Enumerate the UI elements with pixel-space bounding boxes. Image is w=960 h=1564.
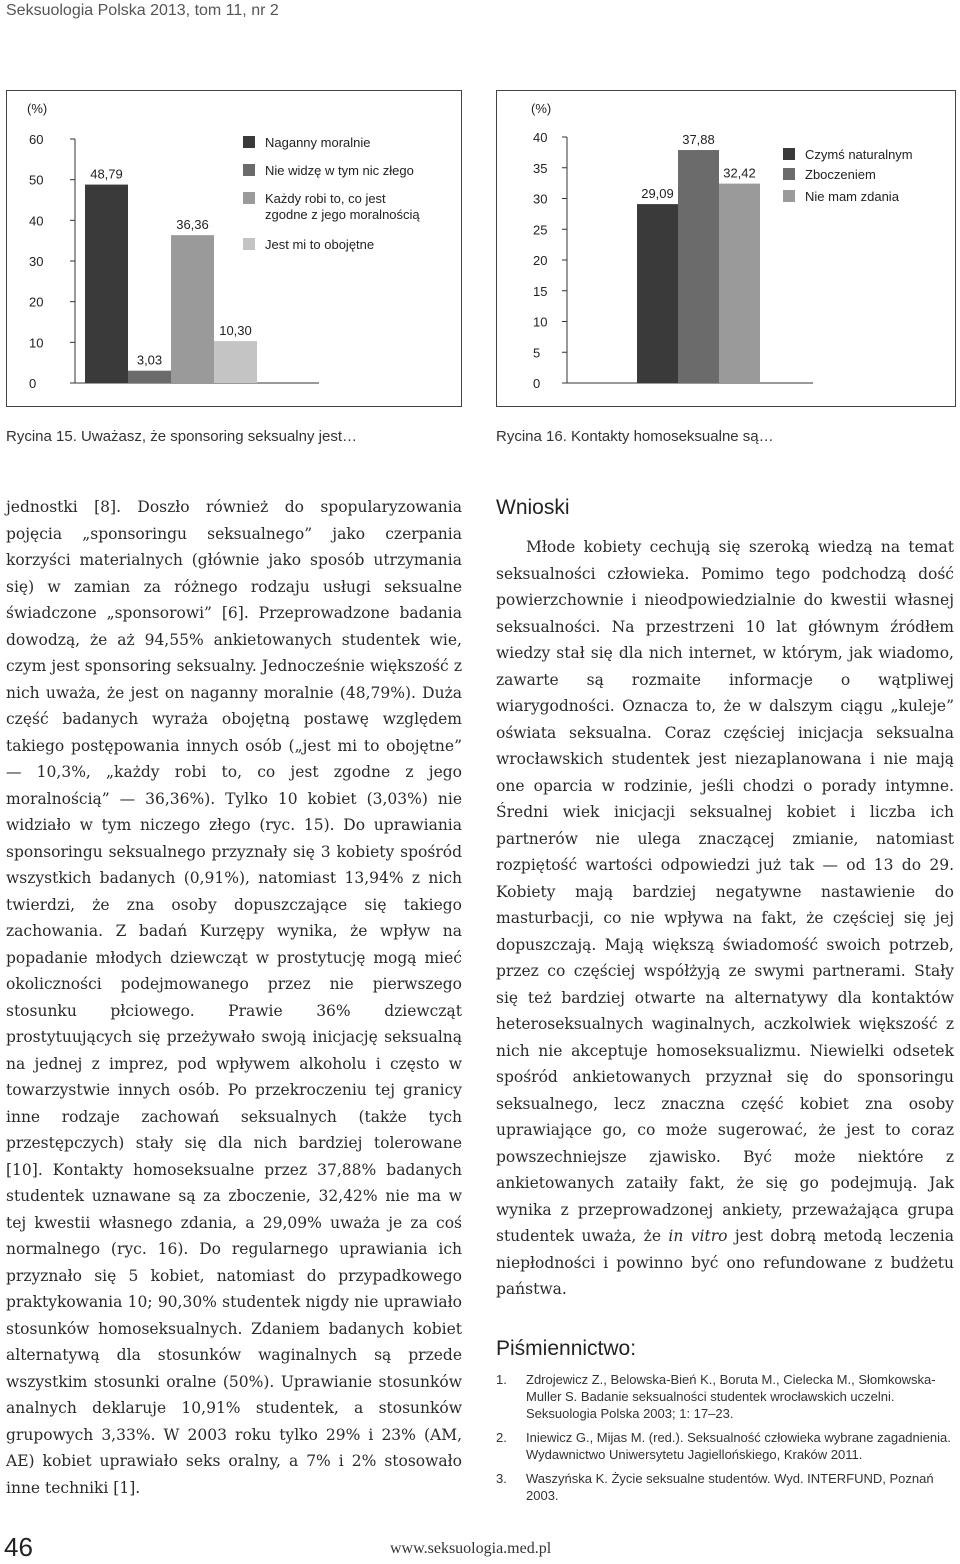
y-tick-label: 30 xyxy=(29,254,44,269)
y-tick-label: 25 xyxy=(533,222,548,238)
legend-label: zgodne z jego moralnością xyxy=(265,207,420,222)
y-tick-label: 0 xyxy=(533,376,541,391)
legend-label: Jest mi to obojętne xyxy=(265,237,375,252)
figure-15-chart xyxy=(6,90,462,407)
bar-value-label: 48,79 xyxy=(90,166,123,182)
reference-item xyxy=(496,1470,954,1504)
conclusions-paragraph xyxy=(496,534,954,1303)
y-tick-label: 5 xyxy=(533,345,541,361)
legend-swatch xyxy=(243,192,255,204)
bar xyxy=(171,235,214,383)
reference-item xyxy=(496,1371,954,1422)
legend-swatch xyxy=(243,164,255,176)
figure-15-caption: Rycina 15. Uważasz, że sponsoring seksualny jest… xyxy=(6,428,357,445)
legend-swatch xyxy=(783,148,795,160)
footer-url: www.seksuologia.med.pl xyxy=(390,1540,552,1557)
figure-16-svg xyxy=(497,91,955,406)
reference-text: Iniewicz G., Mijas M. (red.). Seksualność człowieka wybrane zagadnienia. Wydawnictwo Uniwersytetu Jagiellońskiego, Kraków 2011. xyxy=(526,1429,951,1462)
reference-text: Zdrojewicz Z., Belowska-Bień K., Boruta M., Cielecka M., Słomkowska-Muller S. Badanie seksualności studentek wrocławskich uczelni. Seksuologia Polska 2003; 1: 17–23. xyxy=(526,1371,936,1421)
legend-label: Naganny moralnie xyxy=(265,135,371,150)
page-number: 46 xyxy=(4,1532,33,1562)
chart-unit-label: (%) xyxy=(531,101,552,116)
legend-swatch xyxy=(243,136,255,148)
chart-unit-label: (%) xyxy=(27,101,48,116)
conclusions-italic: in vitro xyxy=(668,1227,728,1245)
reference-number: 2. xyxy=(496,1429,507,1445)
bar-value-label: 36,36 xyxy=(176,217,209,233)
legend-label: Nie widzę w tym nic złego xyxy=(265,163,414,178)
bar-value-label: 10,30 xyxy=(219,323,252,339)
bar-value-label: 37,88 xyxy=(682,132,715,148)
legend-label: Nie mam zdania xyxy=(805,189,899,204)
bar-value-label: 32,42 xyxy=(723,165,756,181)
reference-number: 3. xyxy=(496,1470,507,1486)
y-tick-label: 20 xyxy=(533,253,548,268)
bar xyxy=(719,184,760,383)
legend-label: Czymś naturalnym xyxy=(805,147,913,162)
reference-text: Waszyńska K. Życie seksualne studentów. Wyd. INTERFUND, Poznań 2003. xyxy=(526,1470,934,1503)
conclusions-heading: Wnioski xyxy=(496,496,570,519)
references-list xyxy=(496,1371,954,1504)
legend-swatch xyxy=(783,168,795,180)
figure-16-caption: Rycina 16. Kontakty homoseksualne są… xyxy=(496,428,774,445)
y-tick-label: 10 xyxy=(29,335,44,351)
bar xyxy=(637,204,678,383)
body-paragraph: jednostki [8]. Doszło również do spopularyzowania pojęcia „sponsoringu seksualnego” jako czerpania korzyści materialnych (głównie jako sposób utrzymania się) w zamian za różnego rodzaju usługi seksualne świadczone „sponsorowi” [6]. Przeprowadzone badania dowodzą, że aż 94,55% ankietowanych studentek wie, czym jest sponsoring seksualny. Jednocześnie większość z nich uważa, że jest on naganny moralnie (48,79%). Duża część badanych wyraża obojętną postawę względem takiego postępowania innych osób („jest mi to obojętne” — 10,3%, „każdy robi to, co jest zgodne z jego moralnością” — 36,36%). Tylko 10 kobiet (3,03%) nie widziało w tym niczego złego (ryc. 15). Do uprawiania sponsoringu seksualnego przyznały się 3 kobiety spośród wszystkich badanych (0,91%), natomiast 13,94% z nich twierdzi, że zna osoby dopuszczające się takiego zachowania. Z badań Kurzępy wynika, że wpływ na popadanie młodych dziewcząt w prostytucję mogą mieć okoliczności podejmowanego przez nie pierwszego stosunku płciowego. Prawie 36% dziewcząt prostytuujących się przeżywało swoją inicjację seksualną na jednej z imprez, pod wpływem alkoholu i często w towarzystwie innych osób. Po przekroczeniu tej granicy inne rodzaje zachowań seksualnych (także tych przestępczych) stały się dla nich bardziej tolerowane [10]. Kontakty homoseksualne przez 37,88% badanych studentek uznawane są za zboczenie, 32,42% nie ma w tej kwestii własnego zdania, a 29,09% uważa je za coś normalnego (ryc. 16). Do regularnego uprawiania ich przyznało się 5 kobiet, natomiast do przypadkowego praktykowania 10; 90,30% studentek nigdy nie uprawiało stosunków homoseksualnych. Zdaniem badanych kobiet alternatywą dla stosunków waginalnych są przede wszystkim stosunki oralne (50%). Uprawianie stosunków analnych deklaruje 10,91% studentek, a stosunków grupowych 3,33%. W 2003 roku tylko 29% i 23% (AM, AE) kobiet uprawiało seks oralny, a 7% i 2% stosowało inne techniki [1]. xyxy=(6,498,462,1497)
bar xyxy=(128,371,171,383)
y-tick-label: 30 xyxy=(533,191,548,207)
bar xyxy=(85,185,128,383)
y-tick-label: 35 xyxy=(533,160,548,176)
legend-label: Zboczeniem xyxy=(805,167,876,182)
references-heading: Piśmiennictwo: xyxy=(496,1336,637,1360)
y-tick-label: 40 xyxy=(29,213,44,229)
bar xyxy=(214,341,257,383)
bar xyxy=(678,150,719,383)
y-tick-label: 20 xyxy=(29,294,44,310)
left-column xyxy=(6,494,462,1501)
y-tick-label: 40 xyxy=(533,130,548,145)
conclusions-text: Młode kobiety cechują się szeroką wiedzą na temat seksualności człowieka. Pomimo tego podchodzą dość powierzchownie i nieodpowiedzialnie do kwestii własnej seksualności. Na przestrzeni 10 lat głównym źródłem wiedzy stał się dla nich internet, w którym, jak wiadomo, zawarte są rozmaite informacje o wątpliwej wiarygodności. Oznacza to, że w dalszym ciągu „kuleje” oświata seksualna. Coraz częściej inicjacja seksualna wrocławskich studentek jest niezaplanowana i nie mają one oparcia w rodzinie, jeśli chodzi o porady intymne. Średni wiek inicjacji seksualnej kobiet i liczba ich partnerów nie ulega znaczącej zmianie, natomiast rozpiętość wartości odpowiedzi już tak — od 13 do 29. Kobiety mają bardziej negatywne nastawienie do masturbacji, co nie wpływa na fakt, że częściej się jej dopuszczają. Mają większą świadomość swoich potrzeb, przez co częściej współżyją ze swymi partnerami. Stały się też bardziej otwarte na alternatywy dla kontaktów heteroseksualnych waginalnych, aczkolwiek większość z nich nie akceptuje homoseksualizmu. Niewielki odsetek spośród ankietowanych przyznał się do sponsoringu seksualnego, lecz znaczna część kobiet zna osoby uprawiające go, co może sugerować, że jest to coraz powszechniejsze zjawisko. Być może niektóre z ankietowanych zataiły fakt, że się go podejmują. Jak wynika z przeprowadzonej ankiety, przeważająca grupa studentek uważa, że xyxy=(496,538,954,1245)
figure-15-svg xyxy=(7,91,461,406)
y-tick-label: 60 xyxy=(29,132,44,147)
running-header: Seksuologia Polska 2013, tom 11, nr 2 xyxy=(6,2,279,19)
legend-swatch xyxy=(783,190,795,202)
legend-swatch xyxy=(243,238,255,250)
bar-value-label: 29,09 xyxy=(641,186,674,202)
bar-value-label: 3,03 xyxy=(136,352,163,368)
right-column xyxy=(496,494,954,1511)
y-tick-label: 10 xyxy=(533,314,548,330)
y-tick-label: 50 xyxy=(29,172,44,188)
reference-number: 1. xyxy=(496,1371,507,1387)
reference-item xyxy=(496,1429,954,1463)
conclusions-text-end: jest dobrą metodą leczenia niepłodności i powinno być ono refundowane z budżetu państwa. xyxy=(496,1227,954,1298)
y-tick-label: 15 xyxy=(533,283,548,299)
figure-16-chart xyxy=(496,90,956,407)
y-tick-label: 0 xyxy=(29,376,37,391)
legend-label: Każdy robi to, co jest xyxy=(265,191,386,206)
